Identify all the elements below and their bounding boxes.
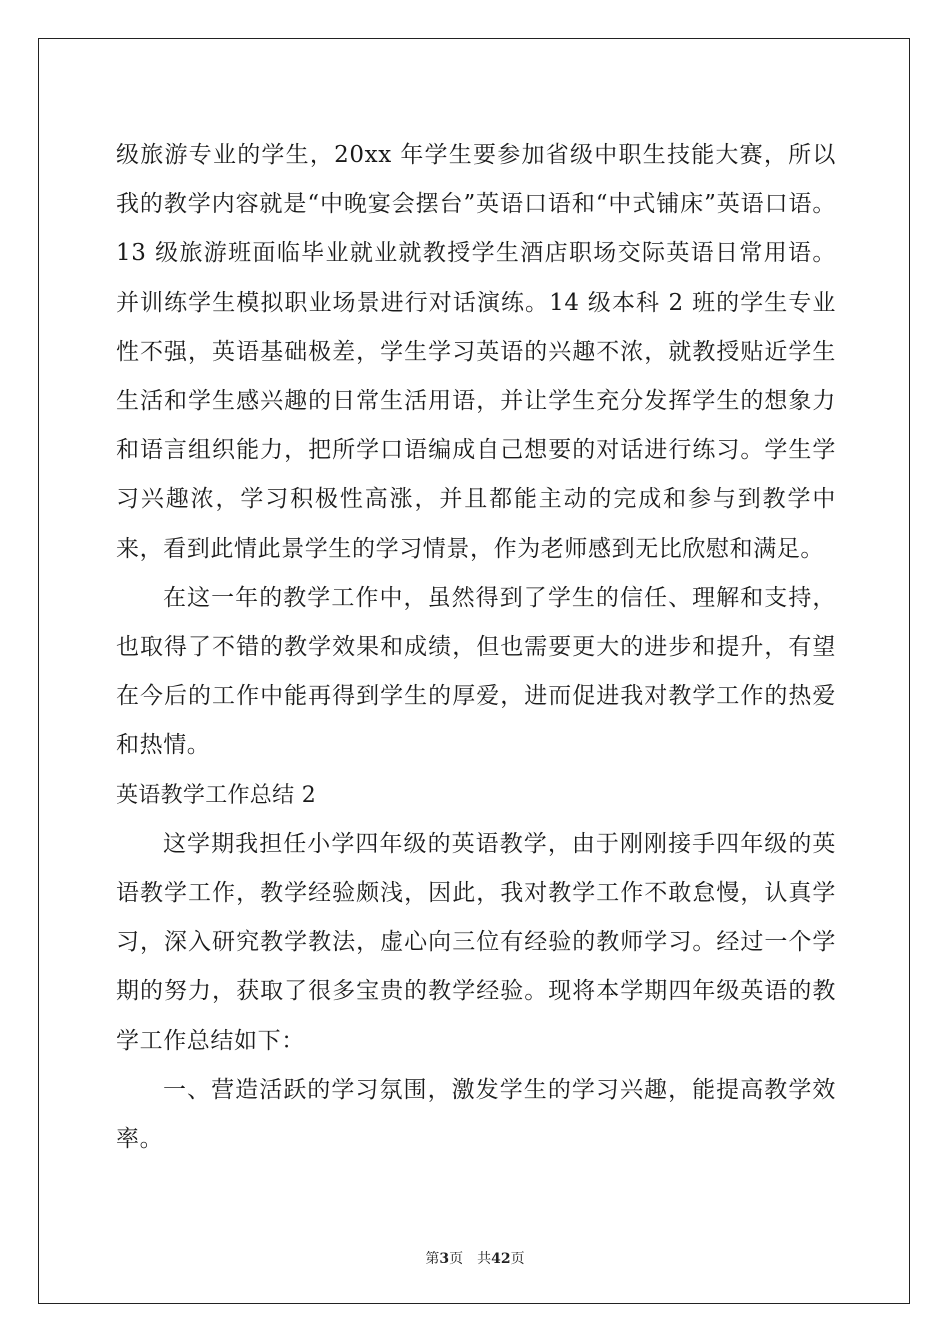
page-number: 3 bbox=[439, 1251, 450, 1267]
paragraph: 级旅游专业的学生，20xx 年学生要参加省级中职生技能大赛，所以我的教学内容就是“中晚宴会摆台”英语口语和“中式铺床”英语口语。13 级旅游班面临毕业就业就教授学生酒店职场交际英语日常用语。并训练学生模拟职业场景进行对话演练。14 级本科 2 班的学生专业性不强，英语基础极差，学生学习英语的兴趣不浓，就教授贴近学生生活和学生感兴趣的日常生活用语，并让学生充分发挥学生的想象力和语言组织能力，把所学口语编成自己想要的对话进行练习。学生学习兴趣浓，学习积极性高涨，并且都能主动的完成和参与到教学中来，看到此情此景学生的学习情景，作为老师感到无比欣慰和满足。 bbox=[116, 142, 836, 562]
paragraph: 这学期我担任小学四年级的英语教学，由于刚刚接手四年级的英语教学工作，教学经验颇浅，因此，我对教学工作不敢怠慢，认真学习，深入研究教学教法，虚心向三位有经验的教师学习。经过一个学期的努力，获取了很多宝贵的教学经验。现将本学期四年级英语的教学工作总结如下： bbox=[116, 830, 836, 1054]
page-prefix: 第 bbox=[425, 1251, 440, 1267]
total-prefix: 共 bbox=[477, 1251, 492, 1267]
paragraph: 一、营造活跃的学习氛围，激发学生的学习兴趣，能提高教学效率。 bbox=[116, 1076, 836, 1153]
paragraph: 在这一年的教学工作中，虽然得到了学生的信任、理解和支持，也取得了不错的教学效果和成绩，但也需要更大的进步和提升，有望在今后的工作中能再得到学生的厚爱，进而促进我对教学工作的热爱和热情。 bbox=[116, 584, 836, 759]
total-suffix: 页 bbox=[510, 1251, 525, 1267]
document-body bbox=[116, 131, 836, 1164]
total-pages: 42 bbox=[491, 1251, 511, 1267]
section-heading: 英语教学工作总结 2 bbox=[116, 782, 316, 808]
page-suffix: 页 bbox=[449, 1251, 464, 1267]
page-footer bbox=[0, 1248, 950, 1268]
